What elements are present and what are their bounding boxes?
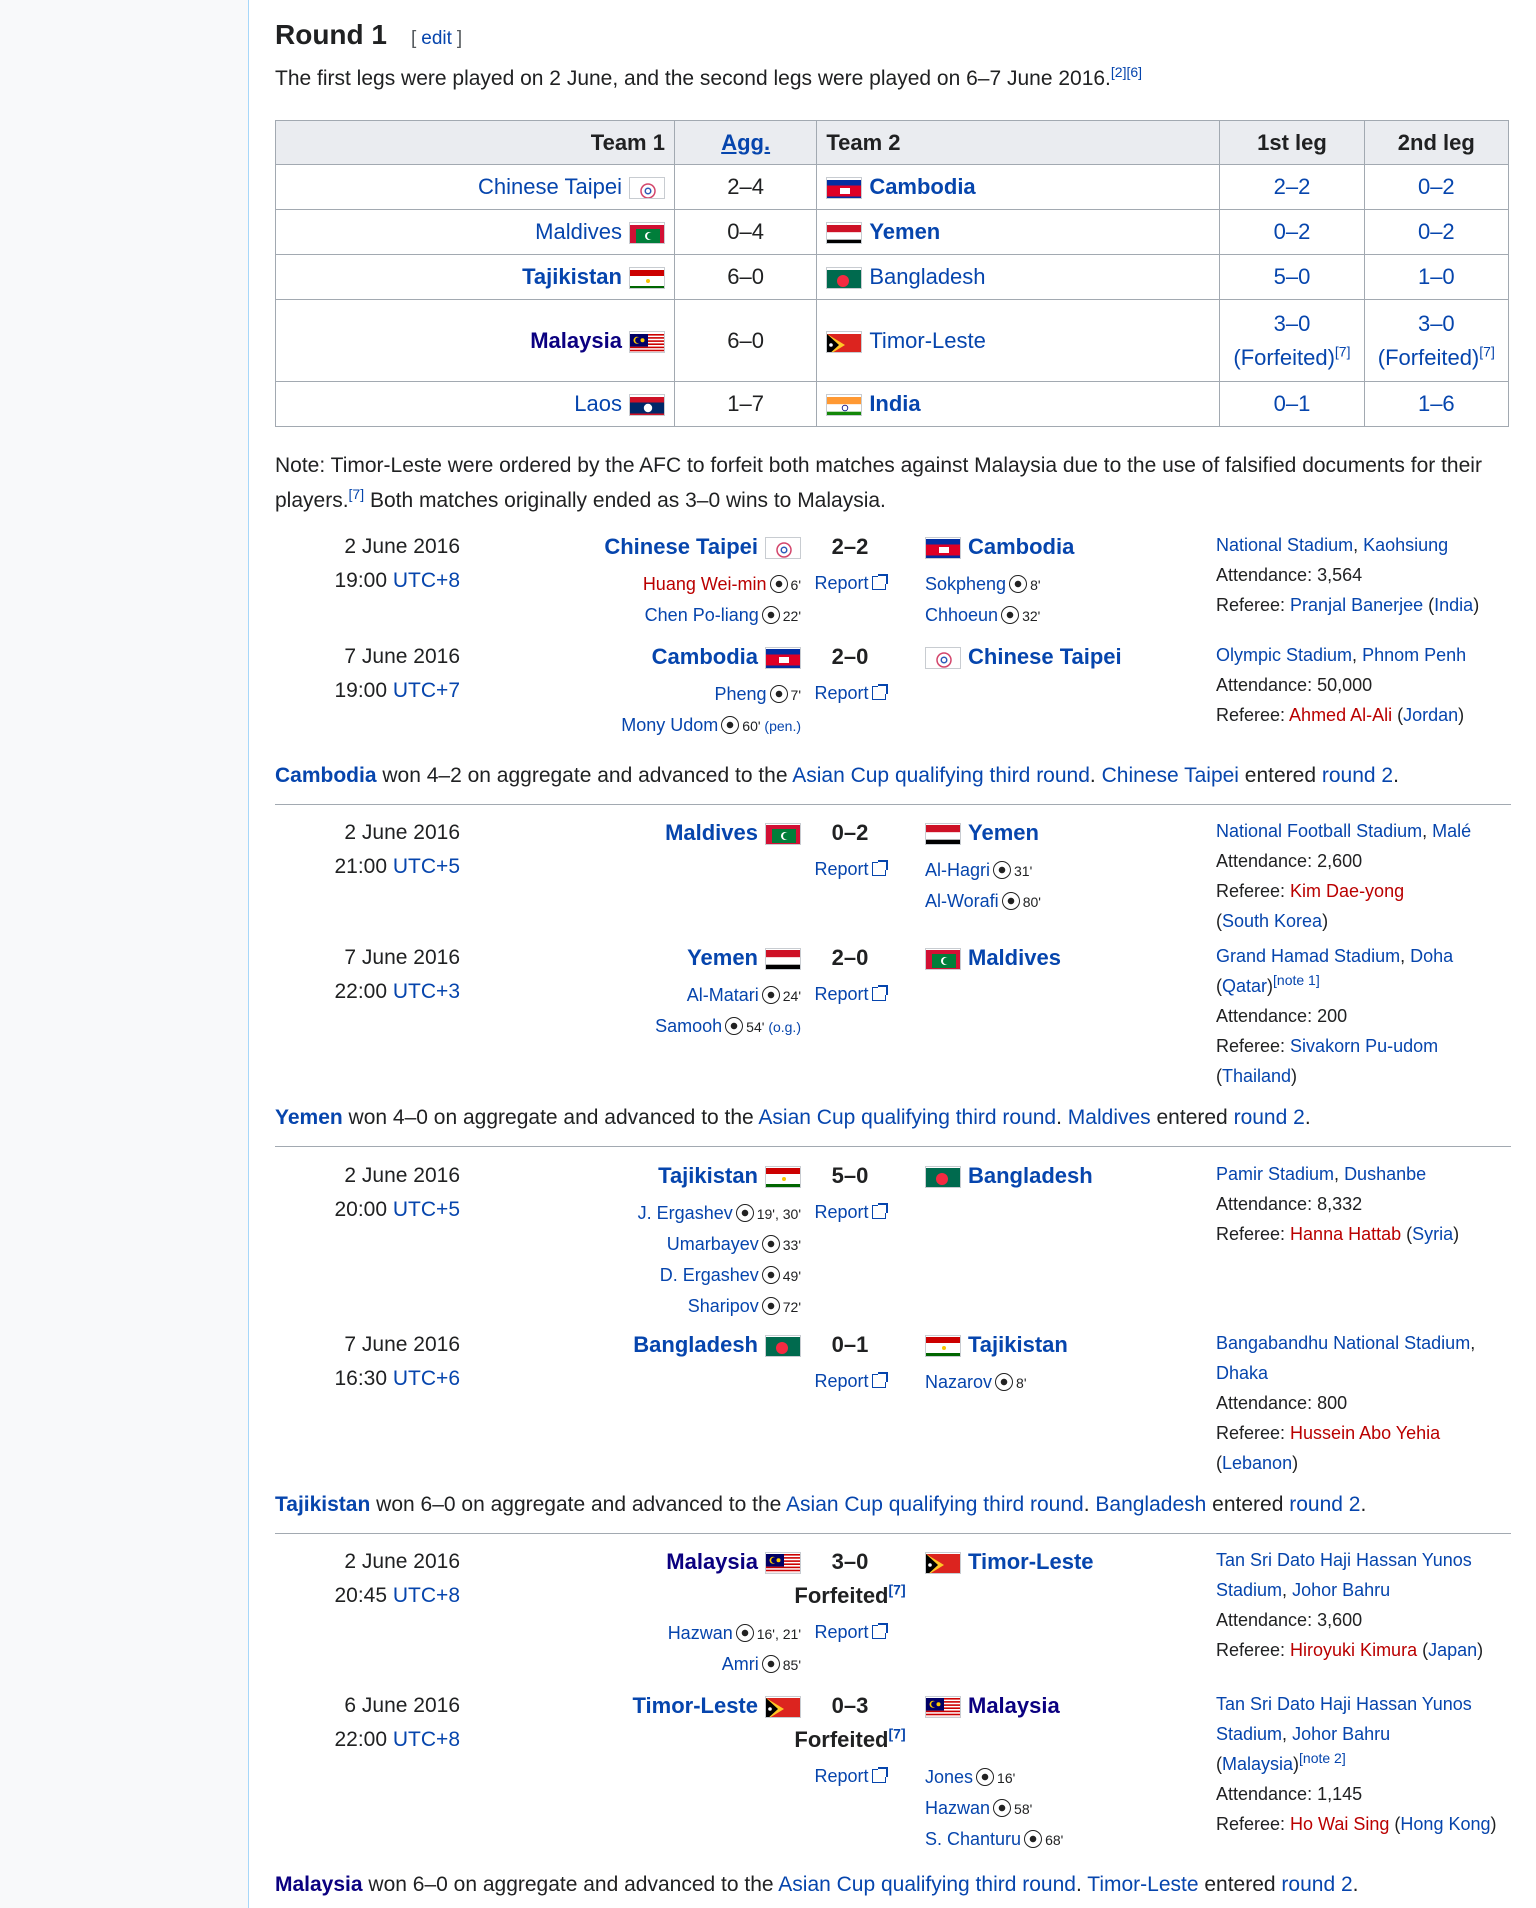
away-scorers: Sokpheng 8' Chhoeun 32' bbox=[925, 573, 1041, 625]
away-team bbox=[925, 640, 1215, 675]
away-team bbox=[925, 1159, 1215, 1194]
header-leg2: 2nd leg bbox=[1364, 121, 1508, 165]
report-link[interactable]: Report bbox=[814, 1202, 869, 1222]
leg-link[interactable]: 1–0 bbox=[1417, 264, 1455, 289]
referee-link[interactable]: Ahmed Al-Ali bbox=[1289, 705, 1393, 725]
cambodia-flag-icon bbox=[826, 177, 862, 199]
goal-ball-icon bbox=[995, 1373, 1013, 1391]
city-link[interactable]: Dushanbe bbox=[1344, 1164, 1427, 1184]
goal-ball-icon bbox=[762, 1655, 780, 1673]
external-link-icon bbox=[872, 1625, 886, 1639]
leg-link[interactable]: 3–0 bbox=[1273, 310, 1311, 336]
stadium-link[interactable]: Pamir Stadium bbox=[1216, 1164, 1335, 1184]
report-link[interactable]: Report bbox=[814, 859, 869, 879]
home-team-link[interactable]: Cambodia bbox=[651, 644, 758, 669]
referee-link[interactable]: Kim Dae-yong bbox=[1290, 881, 1405, 901]
aggregate-summary: Tajikistan won 6–0 on aggregate and advanced to the Asian Cup qualifying third round. Bangladesh entered round 2. bbox=[275, 1493, 1367, 1516]
home-team-link[interactable]: Malaysia bbox=[666, 1549, 758, 1574]
referee-link[interactable]: Hanna Hattab bbox=[1290, 1224, 1402, 1244]
forfeit-note: Note: Timor-Leste were ordered by the AFC to forfeit both matches against Malaysia due to the use of falsified documents for their players.[7] Both matches originally ended as 3–0 wins to Malaysia. bbox=[275, 454, 1482, 512]
match-score: 2–0 Report bbox=[775, 941, 925, 1009]
timezone-link[interactable]: UTC+6 bbox=[392, 1367, 460, 1390]
away-team-link[interactable]: Bangladesh bbox=[968, 1163, 1093, 1188]
header-aggregate[interactable] bbox=[674, 121, 816, 165]
citation-link[interactable]: [7] bbox=[1479, 343, 1495, 360]
loser-link[interactable]: Chinese Taipei bbox=[1101, 764, 1239, 787]
scorer-link[interactable]: Hazwan bbox=[667, 1622, 733, 1643]
timezone-link[interactable]: UTC+8 bbox=[392, 1728, 460, 1751]
team-link[interactable]: Malaysia bbox=[530, 327, 622, 353]
goal-ball-icon bbox=[762, 1266, 780, 1284]
loser-link[interactable]: Timor-Leste bbox=[1087, 1873, 1199, 1896]
bangladesh-flag-icon bbox=[925, 1166, 961, 1188]
aggregate-summary: Malaysia won 6–0 on aggregate and advanced to the Asian Cup qualifying third round. Timor-Leste entered round 2. bbox=[275, 1873, 1359, 1896]
away-team-link[interactable]: Timor-Leste bbox=[968, 1549, 1094, 1574]
match-score: 2–2 Report bbox=[775, 530, 925, 598]
timor-leste-flag-icon bbox=[826, 331, 862, 353]
scorer-link[interactable]: Samooh bbox=[655, 1015, 723, 1036]
bangladesh-flag-icon bbox=[826, 267, 862, 289]
report-link[interactable]: Report bbox=[814, 1766, 869, 1786]
match-info: Pamir Stadium, Dushanbe Attendance: 8,332 Referee: Hanna Hattab (Syria) bbox=[1216, 1164, 1460, 1244]
scorer-link[interactable]: Sokpheng bbox=[925, 573, 1007, 594]
home-team-link[interactable]: Timor-Leste bbox=[632, 1693, 758, 1718]
external-link-icon bbox=[872, 1205, 886, 1219]
country-link[interactable]: Malaysia bbox=[1222, 1754, 1294, 1774]
scorer-link[interactable]: Al-Matari bbox=[686, 984, 759, 1005]
intro-paragraph: The first legs were played on 2 June, and the second legs were played on 6–7 June 2016.[2][6] bbox=[275, 64, 1143, 90]
leg-note[interactable]: (Forfeited) bbox=[1233, 344, 1335, 370]
city-link[interactable]: Phnom Penh bbox=[1362, 645, 1467, 665]
timezone-link[interactable]: UTC+7 bbox=[392, 679, 460, 702]
external-link-icon bbox=[872, 576, 886, 590]
laos-flag-icon bbox=[629, 394, 665, 416]
away-team bbox=[925, 1689, 1215, 1855]
match-info: National Football Stadium, Malé Attendance: 2,600 Referee: Kim Dae-yong (South Korea) bbox=[1216, 821, 1472, 931]
winner-link[interactable]: Yemen bbox=[275, 1106, 343, 1129]
team-link[interactable]: Laos bbox=[574, 391, 622, 416]
match-info: Tan Sri Dato Haji Hassan Yunos Stadium, Johor Bahru (Malaysia)[note 2] Attendance: 1,145 Referee: Ho Wai Sing (Hong Kong) bbox=[1216, 1694, 1497, 1834]
citation-link[interactable]: [2][6] bbox=[1110, 64, 1143, 80]
scorer-link[interactable]: Sharipov bbox=[687, 1295, 759, 1316]
team-link[interactable]: India bbox=[869, 391, 921, 416]
chinese-taipei-flag-icon bbox=[629, 177, 665, 199]
match-info: Olympic Stadium, Phnom Penh Attendance: 50,000 Referee: Ahmed Al-Ali (Jordan) bbox=[1216, 645, 1467, 725]
malaysia-flag-icon bbox=[925, 1696, 961, 1718]
goal-ball-icon bbox=[1009, 575, 1027, 593]
report-link[interactable]: Report bbox=[814, 984, 869, 1004]
scorer-link[interactable]: Mony Udom bbox=[621, 714, 719, 735]
aggregate-summary: Yemen won 4–0 on aggregate and advanced to the Asian Cup qualifying third round. Maldives entered round 2. bbox=[275, 1106, 1311, 1129]
third-round-link[interactable]: Asian Cup qualifying third round bbox=[758, 1106, 1057, 1129]
table-row: Tajikistan 6–0 Bangladesh 5–0 1–0 bbox=[276, 255, 1509, 300]
city-link[interactable]: Kaohsiung bbox=[1363, 535, 1449, 555]
goal-ball-icon bbox=[976, 1768, 994, 1786]
scorer-link[interactable]: Hazwan bbox=[925, 1797, 991, 1818]
goal-ball-icon bbox=[993, 861, 1011, 879]
yemen-flag-icon bbox=[826, 222, 862, 244]
goal-ball-icon bbox=[725, 1017, 743, 1035]
home-scorers: J. Ergashev 19', 30' Umarbayev 33' D. Ergashev 49' Sharipov 72' bbox=[637, 1202, 801, 1316]
timor-leste-flag-icon bbox=[925, 1552, 961, 1574]
stadium-link[interactable]: Tan Sri Dato Haji Hassan Yunos Stadium bbox=[1216, 1550, 1472, 1600]
table-row: Chinese Taipei 2–4 Cambodia 2–2 0–2 bbox=[276, 165, 1509, 210]
stadium-link[interactable]: Olympic Stadium bbox=[1216, 645, 1353, 665]
scorer-link[interactable]: Huang Wei-min bbox=[642, 573, 767, 594]
home-scorers: Huang Wei-min 6' Chen Po-liang 22' bbox=[642, 573, 801, 625]
external-link-icon bbox=[872, 1769, 886, 1783]
edit-section: [ edit ] bbox=[411, 28, 463, 49]
match-score: 0–1 Report bbox=[775, 1328, 925, 1396]
tajikistan-flag-icon bbox=[629, 267, 665, 289]
home-scorers: Hazwan 16', 21' Amri 85' bbox=[667, 1622, 801, 1674]
note-link[interactable]: [note 2] bbox=[1299, 1750, 1346, 1766]
tajikistan-flag-icon bbox=[925, 1335, 961, 1357]
home-scorers: Al-Matari 24' Samooh 54' (o.g.) bbox=[655, 984, 801, 1036]
home-team bbox=[471, 941, 801, 1042]
away-scorers: Al-Hagri 31' Al-Worafi 80' bbox=[925, 859, 1041, 911]
scorer-link[interactable]: Amri bbox=[721, 1653, 759, 1674]
goal-ball-icon bbox=[736, 1624, 754, 1642]
country-link[interactable]: Japan bbox=[1428, 1640, 1478, 1660]
away-scorers: Jones 16' Hazwan 58' S. Chanturu 68' bbox=[925, 1766, 1064, 1849]
home-team bbox=[471, 816, 801, 851]
timezone-link[interactable]: UTC+3 bbox=[392, 980, 460, 1003]
goal-ball-icon bbox=[1002, 892, 1020, 910]
city-link[interactable]: Malé bbox=[1432, 821, 1472, 841]
away-team bbox=[925, 941, 1215, 976]
country-link[interactable]: South Korea bbox=[1222, 911, 1323, 931]
third-round-link[interactable]: Asian Cup qualifying third round bbox=[778, 1873, 1076, 1896]
third-round-link[interactable]: Asian Cup qualifying third round bbox=[792, 764, 1090, 787]
report-link[interactable]: Report bbox=[814, 683, 869, 703]
round2-link[interactable]: round 2 bbox=[1281, 1873, 1353, 1896]
team-link[interactable]: Bangladesh bbox=[869, 264, 986, 289]
home-team bbox=[471, 1689, 801, 1724]
leg-link[interactable]: 3–0 bbox=[1417, 310, 1455, 336]
yemen-flag-icon bbox=[925, 823, 961, 845]
home-team-link[interactable]: Tajikistan bbox=[658, 1163, 758, 1188]
leg-link[interactable]: 0–1 bbox=[1273, 391, 1311, 416]
home-scorers: Pheng 7' Mony Udom 60' (pen.) bbox=[621, 683, 801, 735]
report-link[interactable]: Report bbox=[814, 1622, 869, 1642]
table-row: Laos 1–7 India 0–1 1–6 bbox=[276, 382, 1509, 427]
team-link[interactable]: Chinese Taipei bbox=[478, 174, 622, 199]
goal-ball-icon bbox=[762, 1297, 780, 1315]
team-link[interactable]: Yemen bbox=[869, 219, 941, 244]
home-team-link[interactable]: Yemen bbox=[687, 945, 758, 970]
home-team-link[interactable]: Maldives bbox=[665, 820, 758, 845]
away-team bbox=[925, 530, 1215, 631]
away-team-link[interactable]: Yemen bbox=[968, 820, 1039, 845]
match-info: Tan Sri Dato Haji Hassan Yunos Stadium, Johor Bahru Attendance: 3,600 Referee: Hiroyuki Kimura (Japan) bbox=[1216, 1550, 1484, 1660]
round2-link[interactable]: round 2 bbox=[1321, 764, 1394, 787]
stadium-link[interactable]: National Football Stadium bbox=[1216, 821, 1423, 841]
section-title: Round 1 bbox=[275, 19, 387, 50]
header-team1: Team 1 bbox=[276, 121, 675, 165]
winner-link[interactable]: Cambodia bbox=[275, 764, 377, 787]
maldives-flag-icon bbox=[925, 948, 961, 970]
goal-ball-icon bbox=[736, 1204, 754, 1222]
article-page bbox=[248, 0, 1536, 1908]
section-heading bbox=[275, 12, 462, 58]
country-link[interactable]: Qatar bbox=[1222, 976, 1268, 996]
match-info: Grand Hamad Stadium, Doha (Qatar)[note 1] Attendance: 200 Referee: Sivakorn Pu-udom (Thailand) bbox=[1216, 946, 1454, 1086]
external-link-icon bbox=[872, 686, 886, 700]
malaysia-flag-icon bbox=[629, 331, 665, 353]
divider bbox=[275, 804, 1511, 805]
referee-link[interactable]: Ho Wai Sing bbox=[1290, 1814, 1390, 1834]
scorer-link[interactable]: Pheng bbox=[714, 683, 767, 704]
home-team bbox=[471, 1159, 801, 1322]
table-header-row bbox=[276, 121, 1509, 165]
table-row: Malaysia 6–0 Timor-Leste 3–0 (Forfeited)[7] 3–0 (Forfeited)[7] bbox=[276, 300, 1509, 382]
table-row: Maldives 0–4 Yemen 0–2 0–2 bbox=[276, 210, 1509, 255]
team-link[interactable]: Timor-Leste bbox=[869, 327, 986, 353]
country-link[interactable]: India bbox=[1434, 595, 1474, 615]
scorer-link[interactable]: Jones bbox=[925, 1766, 974, 1787]
round2-link[interactable]: round 2 bbox=[1233, 1106, 1305, 1129]
citation-link[interactable]: [7] bbox=[888, 1725, 906, 1742]
scorer-link[interactable]: D. Ergashev bbox=[659, 1264, 759, 1285]
stadium-link[interactable]: National Stadium bbox=[1216, 535, 1354, 555]
home-team-link[interactable]: Chinese Taipei bbox=[604, 534, 758, 559]
header-team2: Team 2 bbox=[817, 121, 1220, 165]
away-scorers: Nazarov 8' bbox=[925, 1371, 1027, 1392]
match-score: 2–0 Report bbox=[775, 640, 925, 708]
penalty-link[interactable]: (pen.) bbox=[764, 717, 801, 734]
city-link[interactable]: Johor Bahru bbox=[1292, 1580, 1391, 1600]
country-link[interactable]: Jordan bbox=[1403, 705, 1459, 725]
referee-link[interactable]: Hussein Abo Yehia bbox=[1290, 1423, 1441, 1443]
cambodia-flag-icon bbox=[925, 537, 961, 559]
home-team bbox=[471, 640, 801, 741]
stadium-link[interactable]: Tan Sri Dato Haji Hassan Yunos Stadium bbox=[1216, 1694, 1472, 1744]
stadium-link[interactable]: Grand Hamad Stadium bbox=[1216, 946, 1401, 966]
match-score: 0–2 Report bbox=[775, 816, 925, 884]
match-date: 6 June 2016 22:00 UTC+8 bbox=[334, 1694, 460, 1751]
match-date: 2 June 2016 20:00 UTC+5 bbox=[334, 1164, 460, 1221]
away-team-link[interactable]: Chinese Taipei bbox=[968, 644, 1122, 669]
citation-link[interactable]: [7] bbox=[348, 486, 365, 502]
referee-link[interactable]: Sivakorn Pu-udom bbox=[1290, 1036, 1439, 1056]
scorer-link[interactable]: Al-Worafi bbox=[925, 890, 999, 911]
home-team bbox=[471, 530, 801, 631]
team-link[interactable]: Tajikistan bbox=[522, 264, 622, 289]
leg-link[interactable]: 5–0 bbox=[1273, 264, 1311, 289]
leg-note[interactable]: (Forfeited) bbox=[1377, 344, 1480, 370]
referee-link[interactable]: Pranjal Banerjee bbox=[1290, 595, 1424, 615]
leg-link[interactable]: 1–6 bbox=[1417, 391, 1455, 416]
citation-link[interactable]: [7] bbox=[888, 1581, 906, 1598]
away-team bbox=[925, 1328, 1215, 1398]
match-date: 2 June 2016 21:00 UTC+5 bbox=[334, 821, 460, 878]
third-round-link[interactable]: Asian Cup qualifying third round bbox=[786, 1493, 1084, 1516]
leg-link[interactable]: 0–2 bbox=[1273, 219, 1311, 244]
match-score: 3–0 Forfeited[7] Report bbox=[794, 1549, 906, 1642]
citation-link[interactable]: [7] bbox=[1334, 343, 1351, 360]
header-leg1: 1st leg bbox=[1220, 121, 1364, 165]
away-team-link[interactable]: Cambodia bbox=[968, 534, 1075, 559]
city-link[interactable]: Doha bbox=[1410, 946, 1454, 966]
leg-link[interactable]: 2–2 bbox=[1273, 174, 1311, 199]
report-link[interactable]: Report bbox=[814, 573, 869, 593]
country-link[interactable]: Syria bbox=[1412, 1224, 1454, 1244]
scorer-link[interactable]: Al-Hagri bbox=[925, 859, 991, 880]
match-info: Bangabandhu National Stadium, Dhaka Attendance: 800 Referee: Hussein Abo Yehia (Lebanon) bbox=[1216, 1333, 1476, 1473]
timezone-link[interactable]: UTC+5 bbox=[392, 1198, 460, 1221]
maldives-flag-icon bbox=[629, 222, 665, 244]
results-table bbox=[275, 120, 1509, 427]
loser-link[interactable]: Maldives bbox=[1067, 1106, 1151, 1129]
timezone-link[interactable]: UTC+8 bbox=[392, 1584, 460, 1607]
edit-link[interactable]: edit bbox=[421, 28, 452, 49]
home-team bbox=[471, 1328, 801, 1363]
stadium-link[interactable]: Bangabandhu National Stadium bbox=[1216, 1333, 1471, 1353]
city-link[interactable]: Johor Bahru bbox=[1292, 1724, 1391, 1744]
goal-ball-icon bbox=[762, 1235, 780, 1253]
timezone-link[interactable]: UTC+8 bbox=[392, 569, 460, 592]
winner-link[interactable]: Tajikistan bbox=[275, 1493, 371, 1516]
team-link[interactable]: Maldives bbox=[535, 219, 622, 244]
match-date: 2 June 2016 19:00 UTC+8 bbox=[334, 535, 460, 592]
goal-ball-icon bbox=[1001, 606, 1019, 624]
aggregate-link[interactable]: Agg. bbox=[721, 129, 771, 155]
away-team-link[interactable]: Maldives bbox=[968, 945, 1061, 970]
goal-ball-icon bbox=[721, 716, 739, 734]
goal-ball-icon bbox=[762, 606, 780, 624]
leg-link[interactable]: 0–2 bbox=[1417, 174, 1455, 199]
match-date: 7 June 2016 16:30 UTC+6 bbox=[334, 1333, 460, 1390]
note-link[interactable]: [note 1] bbox=[1273, 972, 1320, 988]
country-link[interactable]: Hong Kong bbox=[1400, 1814, 1491, 1834]
away-team bbox=[925, 816, 1215, 917]
match-score: 5–0 Report bbox=[775, 1159, 925, 1227]
external-link-icon bbox=[872, 1374, 886, 1388]
winner-link[interactable]: Malaysia bbox=[275, 1873, 363, 1896]
referee-link[interactable]: Hiroyuki Kimura bbox=[1290, 1640, 1418, 1660]
match-info: National Stadium, Kaohsiung Attendance: 3,564 Referee: Pranjal Banerjee (India) bbox=[1216, 535, 1480, 615]
timezone-link[interactable]: UTC+5 bbox=[392, 855, 460, 878]
own-goal-link[interactable]: (o.g.) bbox=[768, 1018, 801, 1035]
match-date: 7 June 2016 19:00 UTC+7 bbox=[334, 645, 460, 702]
report-link[interactable]: Report bbox=[814, 1371, 869, 1391]
india-flag-icon bbox=[826, 394, 862, 416]
scorer-link[interactable]: Chen Po-liang bbox=[644, 604, 759, 625]
divider bbox=[275, 1533, 1511, 1534]
away-team-link[interactable]: Malaysia bbox=[968, 1693, 1060, 1718]
external-link-icon bbox=[872, 862, 886, 876]
match-date: 2 June 2016 20:45 UTC+8 bbox=[334, 1550, 460, 1607]
away-team bbox=[925, 1545, 1215, 1580]
team-link[interactable]: Cambodia bbox=[869, 174, 976, 199]
match-date: 7 June 2016 22:00 UTC+3 bbox=[334, 946, 460, 1003]
aggregate-summary: Cambodia won 4–2 on aggregate and advanced to the Asian Cup qualifying third round. Chinese Taipei entered round 2. bbox=[275, 764, 1399, 787]
home-team-link[interactable]: Bangladesh bbox=[633, 1332, 758, 1357]
scorer-link[interactable]: Umarbayev bbox=[666, 1233, 759, 1254]
scorer-link[interactable]: Nazarov bbox=[925, 1371, 993, 1392]
goal-ball-icon bbox=[993, 1799, 1011, 1817]
round2-link[interactable]: round 2 bbox=[1289, 1493, 1361, 1516]
match-score: 0–3 Forfeited[7] Report bbox=[794, 1693, 906, 1786]
scorer-link[interactable]: J. Ergashev bbox=[637, 1202, 733, 1223]
city-link[interactable]: Dhaka bbox=[1216, 1363, 1269, 1383]
home-team bbox=[471, 1545, 801, 1680]
chinese-taipei-flag-icon bbox=[925, 647, 961, 669]
country-link[interactable]: Thailand bbox=[1222, 1066, 1292, 1086]
away-team-link[interactable]: Tajikistan bbox=[968, 1332, 1068, 1357]
divider bbox=[275, 1146, 1511, 1147]
leg-link[interactable]: 0–2 bbox=[1417, 219, 1455, 244]
scorer-link[interactable]: Chhoeun bbox=[925, 604, 999, 625]
external-link-icon bbox=[872, 987, 886, 1001]
scorer-link[interactable]: S. Chanturu bbox=[925, 1828, 1022, 1849]
loser-link[interactable]: Bangladesh bbox=[1095, 1493, 1207, 1516]
goal-ball-icon bbox=[1024, 1830, 1042, 1848]
country-link[interactable]: Lebanon bbox=[1222, 1453, 1293, 1473]
